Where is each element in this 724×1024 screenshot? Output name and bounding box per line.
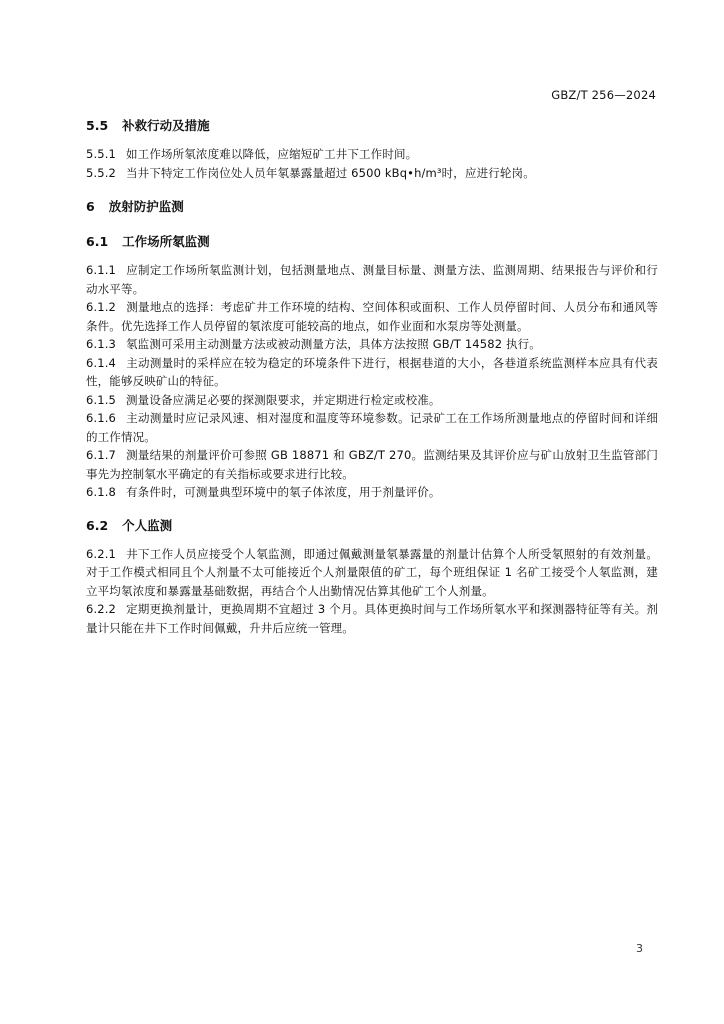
clause-6-2-1 — [86, 545, 658, 601]
section-number: 5.5 — [86, 118, 109, 133]
clause-number: 6.1.8 — [86, 485, 117, 499]
section-6-1-heading — [86, 232, 658, 252]
clause-text: 主动测量时应记录风速、相对湿度和温度等环境参数。记录矿工在工作场所测量地点的停留时间和详细的工作情况。 — [86, 411, 658, 444]
section-number: 6.2 — [86, 517, 109, 533]
clause-number: 6.1.2 — [86, 300, 117, 314]
clause-6-1-2 — [86, 298, 658, 335]
clause-6-1-6 — [86, 409, 658, 446]
clause-number: 6.2.1 — [86, 546, 117, 561]
clause-5-5-2 — [86, 164, 658, 183]
clause-text: 氡监测可采用主动测量方法或被动测量方法，具体方法按照 GB/T 14582 执行。 — [126, 337, 541, 351]
chapter-6-heading — [86, 197, 658, 217]
clause-6-2-2 — [86, 600, 658, 637]
section-5-5-heading — [86, 116, 658, 136]
clause-text: 测量结果的剂量评价可参照 GB 18871 和 GBZ/T 270。监测结果及其评价应与矿山放射卫生监管部门事先为控制氡水平确定的有关指标或要求进行比较。 — [86, 448, 658, 481]
clause-number: 6.2.2 — [86, 602, 117, 616]
clause-text: 测量地点的选择：考虑矿井工作环境的结构、空间体积或面积、工作人员停留时间、人员分布和通风等条件。优先选择工作人员停留的氡浓度可能较高的地点，如作业面和水泵房等处测量。 — [86, 300, 658, 333]
clause-6-1-4 — [86, 354, 658, 391]
standard-code: GBZ/T 256—2024 — [551, 88, 656, 102]
section-title: 个人监测 — [122, 517, 173, 533]
section-number: 6.1 — [86, 234, 109, 249]
clause-text: 井下工作人员应接受个人氡监测，即通过佩戴测量氡暴露量的剂量计估算个人所受氡照射的有效剂量。对于工作模式相同且个人剂量不太可能接近个人剂量限值的矿工，每个班组保证 1 名矿工接受个人氡监测，建立平均氡浓度和暴露量基础数据，再结合个人出勤情况估算其他矿工个人剂量。 — [86, 546, 658, 598]
clause-number: 6.1.7 — [86, 448, 117, 462]
section-6-2-heading — [86, 516, 658, 536]
clause-number: 6.1.3 — [86, 337, 117, 351]
clause-text: 当井下特定工作岗位处人员年氡暴露量超过 6500 kBq•h/m³时，应进行轮岗。 — [126, 165, 535, 180]
clause-5-5-1 — [86, 145, 658, 164]
clause-6-1-5 — [86, 391, 658, 410]
section-title: 工作场所氡监测 — [122, 234, 210, 249]
clause-6-1-7 — [86, 446, 658, 483]
page-content — [86, 116, 658, 637]
clause-text: 测量设备应满足必要的探测限要求，并定期进行检定或校准。 — [126, 392, 441, 407]
page-number: 3 — [636, 942, 643, 955]
clause-number: 6.1.6 — [86, 411, 117, 425]
chapter-number: 6 — [86, 199, 95, 214]
clause-text: 主动测量时的采样应在较为稳定的环境条件下进行，根据巷道的大小，各巷道系统监测样本应具有代表性，能够反映矿山的特征。 — [86, 355, 658, 388]
clause-number: 5.5.1 — [86, 147, 117, 161]
clause-6-1-1 — [86, 261, 658, 298]
section-title: 补救行动及措施 — [122, 118, 210, 133]
clause-number: 6.1.5 — [86, 392, 117, 407]
clause-text: 有条件时，可测量典型环境中的氡子体浓度，用于剂量评价。 — [126, 485, 441, 499]
clause-6-1-3 — [86, 335, 658, 354]
clause-6-1-8 — [86, 483, 658, 502]
clause-text: 定期更换剂量计，更换周期不宜超过 3 个月。具体更换时间与工作场所氡水平和探测器特征等有关。剂量计只能在井下工作时间佩戴，升井后应统一管理。 — [86, 602, 658, 635]
clause-number: 6.1.4 — [86, 355, 117, 370]
clause-number: 6.1.1 — [86, 263, 117, 277]
clause-number: 5.5.2 — [86, 165, 117, 180]
chapter-title: 放射防护监测 — [108, 199, 184, 214]
clause-text: 应制定工作场所氡监测计划，包括测量地点、测量目标量、测量方法、监测周期、结果报告与评价和行动水平等。 — [86, 263, 658, 296]
clause-text: 如工作场所氡浓度难以降低，应缩短矿工井下工作时间。 — [126, 147, 418, 161]
